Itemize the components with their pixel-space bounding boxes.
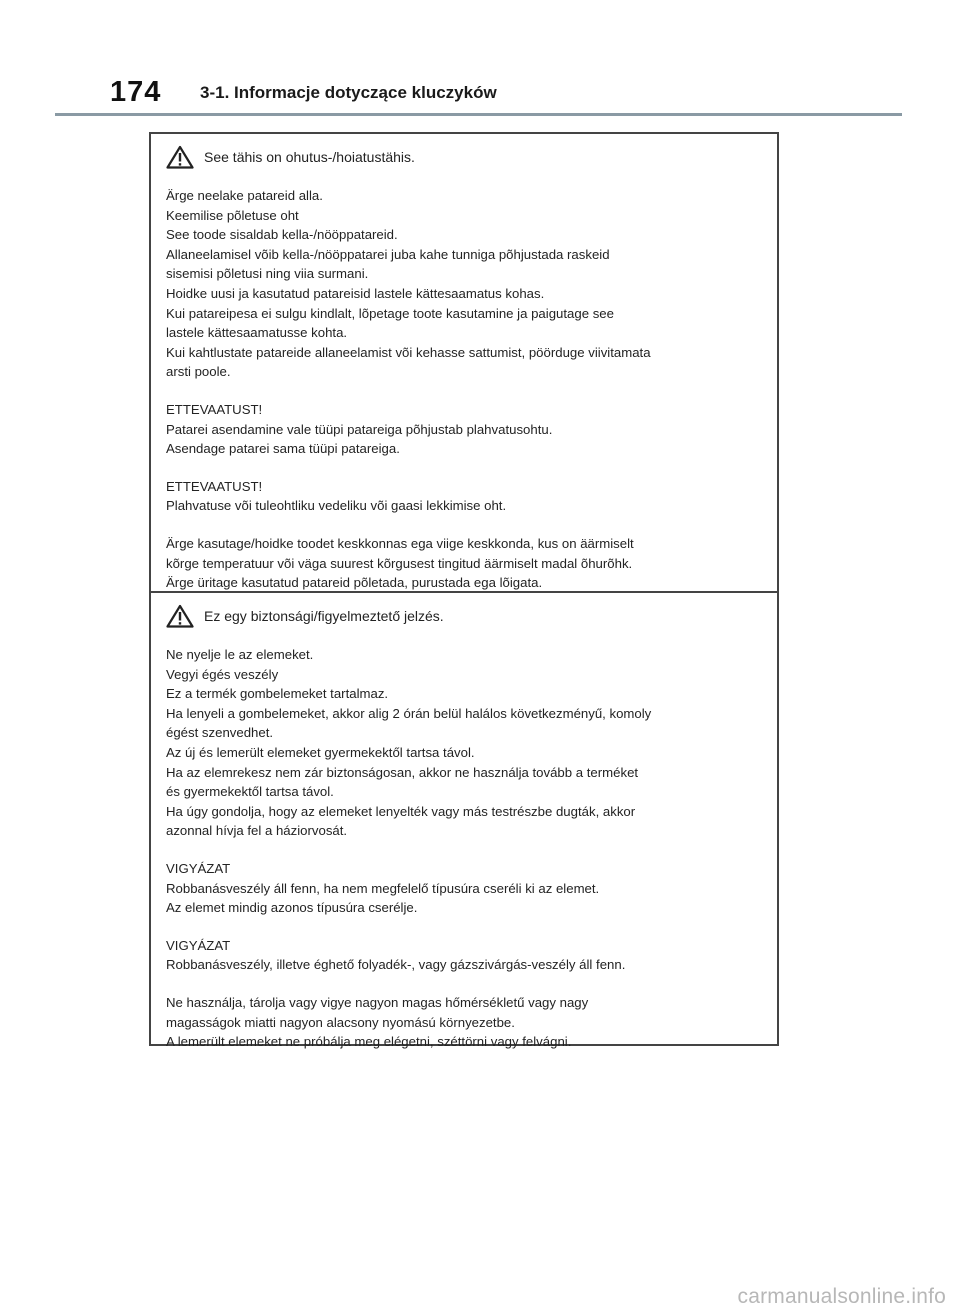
warning-body [166, 645, 763, 1052]
text-line: VIGYÁZAT [166, 937, 231, 953]
page-header [0, 0, 960, 118]
text-line: Allaneelamisel võib kella-/nööppatarei juba kahe tunniga põhjustada raskeid [166, 246, 610, 262]
text-line: égést szenvedhet. [166, 725, 274, 741]
warning-paragraph [166, 534, 763, 593]
warning-paragraph [166, 477, 763, 516]
text-line: ETTEVAATUST! [166, 401, 263, 417]
warning-paragraph [166, 400, 763, 459]
text-line: arsti poole. [166, 364, 231, 380]
text-line: Robbanásveszély, illetve éghető folyadék-, vagy gázszivárgás-veszély áll fenn. [166, 957, 626, 973]
warning-paragraph [166, 859, 763, 918]
text-line: Vegyi égés veszély [166, 666, 279, 682]
text-line: See toode sisaldab kella-/nööppatareid. [166, 227, 398, 243]
text-line: és gyermekektől tartsa távol. [166, 784, 334, 800]
warning-triangle-icon [166, 145, 194, 169]
warning-body [166, 186, 763, 593]
warning-heading [166, 603, 763, 629]
text-line: Ez a termék gombelemeket tartalmaz. [166, 686, 389, 702]
text-line: Hoidke uusi ja kasutatud patareisid lastele kättesaamatus kohas. [166, 285, 545, 301]
text-line: Kui patareipesa ei sulgu kindlalt, lõpetage toote kasutamine ja paigutage see [166, 305, 614, 321]
text-line: Ha lenyeli a gombelemeket, akkor alig 2 órán belül halálos következményű, komoly [166, 705, 652, 721]
text-line: Ärge neelake patareid alla. [166, 188, 323, 203]
warning-paragraph [166, 186, 763, 382]
text-line: Ärge kasutage/hoidke toodet keskkonnas ega viige keskkonda, kus on äärmiselt [166, 535, 634, 551]
text-line: Patarei asendamine vale tüüpi patareiga põhjustab plahvatusohtu. [166, 421, 553, 437]
text-line: Az új és lemerült elemeket gyermekektől tartsa távol. [166, 744, 475, 760]
text-line: Ne nyelje le az elemeket. [166, 647, 314, 662]
text-line: kõrge temperatuur või väga suurest kõrgusest tingitud äärmiselt madal õhurõhk. [166, 555, 633, 571]
text-line: azonnal hívja fel a háziorvosát. [166, 823, 348, 839]
text-line: Asendage patarei sama tüüpi patareiga. [166, 441, 400, 457]
section-title: 3-1. Informacje dotyczące kluczyków [200, 83, 497, 102]
text-line: Ne használja, tárolja vagy vigye nagyon magas hőmérsékletű vagy nagy [166, 994, 589, 1010]
warning-box-estonian [149, 132, 779, 593]
text-line: Ha úgy gondolja, hogy az elemeket lenyelték vagy más testrészbe dugták, akkor [166, 803, 636, 819]
text-line: Ha az elemrekesz nem zár biztonságosan, akkor ne használja tovább a terméket [166, 764, 639, 780]
text-line: Az elemet mindig azonos típusúra cserélje. [166, 900, 418, 916]
text-line: A lemerült elemeket ne próbálja meg elégetni, széttörni vagy felvágni. [166, 1034, 572, 1050]
text-line: magasságok miatti nagyon alacsony nyomású környezetbe. [166, 1014, 515, 1030]
warning-heading-text: See tähis on ohutus-/hoiatustähis. [204, 149, 415, 165]
text-line: Keemilise põletuse oht [166, 207, 299, 223]
text-line: lastele kättesaamatusse kohta. [166, 325, 348, 341]
page-number: 174 [110, 76, 162, 108]
warning-paragraph [166, 936, 763, 975]
text-line: ETTEVAATUST! [166, 478, 263, 494]
text-line: Robbanásveszély áll fenn, ha nem megfelelő típusúra cseréli ki az elemet. [166, 880, 600, 896]
header-rule [55, 113, 902, 116]
text-line: sisemisi põletusi ning viia surmani. [166, 266, 369, 282]
text-line: Plahvatuse või tuleohtliku vedeliku või gaasi lekkimise oht. [166, 498, 507, 514]
footer-watermark: carmanualsonline.info [737, 1285, 946, 1308]
warning-paragraph [166, 993, 763, 1052]
warning-heading [166, 144, 763, 170]
text-line: Ärge üritage kasutatud patareid põletada, purustada ega lõigata. [166, 575, 543, 591]
warning-box-hungarian [149, 591, 779, 1050]
text-line: Kui kahtlustate patareide allaneelamist või kehasse sattumist, pöörduge viivitamata [166, 344, 651, 360]
text-line: VIGYÁZAT [166, 860, 231, 876]
warning-heading-text: Ez egy biztonsági/figyelmeztető jelzés. [204, 608, 444, 624]
warning-paragraph [166, 645, 763, 841]
warning-triangle-icon [166, 604, 194, 628]
